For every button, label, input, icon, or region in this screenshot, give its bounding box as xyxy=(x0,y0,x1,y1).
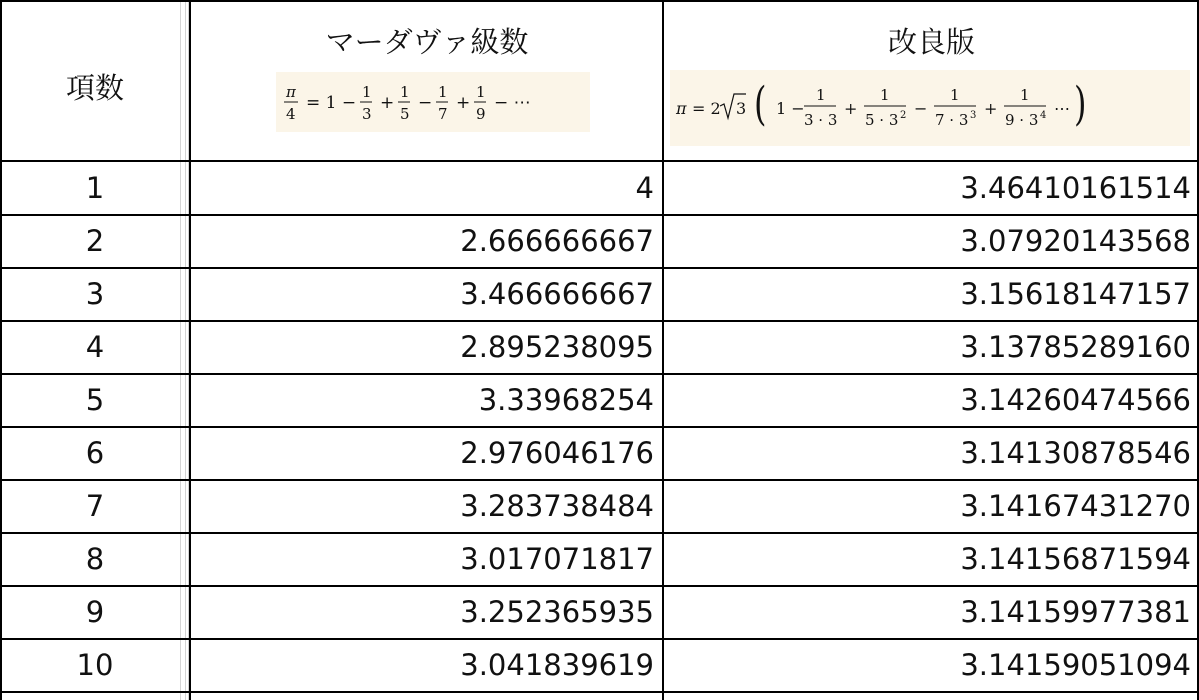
svg-text:1: 1 xyxy=(950,86,960,104)
grid-line xyxy=(0,638,1199,640)
cell-madhava-value[interactable]: 3.252365935 xyxy=(460,594,654,629)
cell-improved-value[interactable]: 3.07920143568 xyxy=(960,223,1191,258)
svg-text:1: 1 xyxy=(362,83,372,101)
cell-term-number[interactable]: 10 xyxy=(76,647,114,682)
svg-text:+: + xyxy=(380,93,395,113)
svg-text:3: 3 xyxy=(736,99,747,118)
svg-text:−: − xyxy=(418,93,433,113)
grid-line xyxy=(662,0,664,700)
cell-improved-value[interactable]: 3.14159977381 xyxy=(960,594,1191,629)
svg-text:4: 4 xyxy=(286,105,296,123)
svg-text:5 · 3: 5 · 3 xyxy=(865,111,899,129)
svg-text:= 1 −: = 1 − xyxy=(306,93,357,113)
svg-text:1: 1 xyxy=(400,83,410,101)
cell-madhava-value[interactable]: 3.017071817 xyxy=(460,541,654,576)
svg-text:3: 3 xyxy=(970,110,977,121)
svg-text:9 · 3: 9 · 3 xyxy=(1005,111,1039,129)
svg-text:+: + xyxy=(984,99,998,118)
svg-text:− ⋯: − ⋯ xyxy=(494,93,531,113)
svg-text:1: 1 xyxy=(880,86,890,104)
header-terms[interactable]: 項数 xyxy=(65,71,124,105)
grid-line xyxy=(189,0,191,700)
svg-text:9: 9 xyxy=(476,105,486,123)
cell-term-number[interactable]: 1 xyxy=(85,170,105,205)
svg-text:5: 5 xyxy=(400,105,410,123)
grid-line xyxy=(0,532,1199,534)
cell-term-number[interactable]: 5 xyxy=(85,382,105,417)
svg-text:4: 4 xyxy=(1040,110,1047,121)
cell-improved-value[interactable]: 3.14167431270 xyxy=(960,488,1191,523)
cell-madhava-value[interactable]: 3.33968254 xyxy=(478,382,654,417)
svg-text:1 −: 1 − xyxy=(776,99,805,118)
cell-term-number[interactable]: 2 xyxy=(85,223,105,258)
cell-madhava-value[interactable]: 3.466666667 xyxy=(460,276,654,311)
madhava-formula xyxy=(276,72,590,132)
grid-line xyxy=(0,479,1199,481)
cell-term-number[interactable]: 4 xyxy=(85,329,105,364)
grid-line xyxy=(0,691,1199,693)
svg-text:π: π xyxy=(286,83,296,101)
header-madhava[interactable]: マーダヴァ級数 xyxy=(325,25,529,59)
cell-madhava-value[interactable]: 2.976046176 xyxy=(460,435,654,470)
grid-line xyxy=(0,0,1199,2)
cell-madhava-value[interactable]: 2.666666667 xyxy=(460,223,654,258)
svg-text:π: π xyxy=(676,99,687,118)
cell-madhava-value[interactable]: 4 xyxy=(635,170,654,205)
svg-text:+: + xyxy=(844,99,858,118)
cell-improved-value[interactable]: 3.15618147157 xyxy=(960,276,1191,311)
cell-improved-value[interactable]: 3.13785289160 xyxy=(960,329,1191,364)
cell-term-number[interactable]: 9 xyxy=(85,594,105,629)
svg-text:1: 1 xyxy=(476,83,486,101)
cell-improved-value[interactable]: 3.14260474566 xyxy=(960,382,1191,417)
cell-term-number[interactable]: 7 xyxy=(85,488,105,523)
grid-line xyxy=(0,373,1199,375)
cell-madhava-value[interactable]: 3.283738484 xyxy=(460,488,654,523)
svg-text:⋯: ⋯ xyxy=(1054,99,1070,118)
grid-line xyxy=(0,426,1199,428)
grid-line xyxy=(0,0,2,700)
cell-madhava-value[interactable]: 2.895238095 xyxy=(460,329,654,364)
svg-text:3: 3 xyxy=(362,105,372,123)
cell-madhava-value[interactable]: 3.041839619 xyxy=(460,647,654,682)
grid-line xyxy=(0,214,1199,216)
improved-formula xyxy=(670,70,1190,146)
svg-text:−: − xyxy=(914,99,928,118)
grid-line xyxy=(0,160,1199,162)
svg-text:1: 1 xyxy=(438,83,448,101)
cell-improved-value[interactable]: 3.14159051094 xyxy=(960,647,1191,682)
cell-term-number[interactable]: 3 xyxy=(85,276,105,311)
svg-text:): ) xyxy=(1074,77,1087,132)
svg-text:= 2: = 2 xyxy=(692,99,721,118)
header-improved[interactable]: 改良版 xyxy=(887,25,975,59)
cell-improved-value[interactable]: 3.14156871594 xyxy=(960,541,1191,576)
svg-text:1: 1 xyxy=(816,86,826,104)
svg-text:1: 1 xyxy=(1020,86,1030,104)
grid-line xyxy=(0,585,1199,587)
svg-text:7 · 3: 7 · 3 xyxy=(935,111,969,129)
cell-term-number[interactable]: 6 xyxy=(85,435,105,470)
grid-line xyxy=(0,320,1199,322)
cell-improved-value[interactable]: 3.46410161514 xyxy=(960,170,1191,205)
cell-term-number[interactable]: 8 xyxy=(85,541,105,576)
svg-text:3 · 3: 3 · 3 xyxy=(804,111,838,129)
svg-text:+: + xyxy=(456,93,471,113)
svg-text:2: 2 xyxy=(900,110,907,121)
svg-text:7: 7 xyxy=(438,105,448,123)
cell-improved-value[interactable]: 3.14130878546 xyxy=(960,435,1191,470)
grid-line xyxy=(0,267,1199,269)
svg-text:(: ( xyxy=(754,77,767,132)
